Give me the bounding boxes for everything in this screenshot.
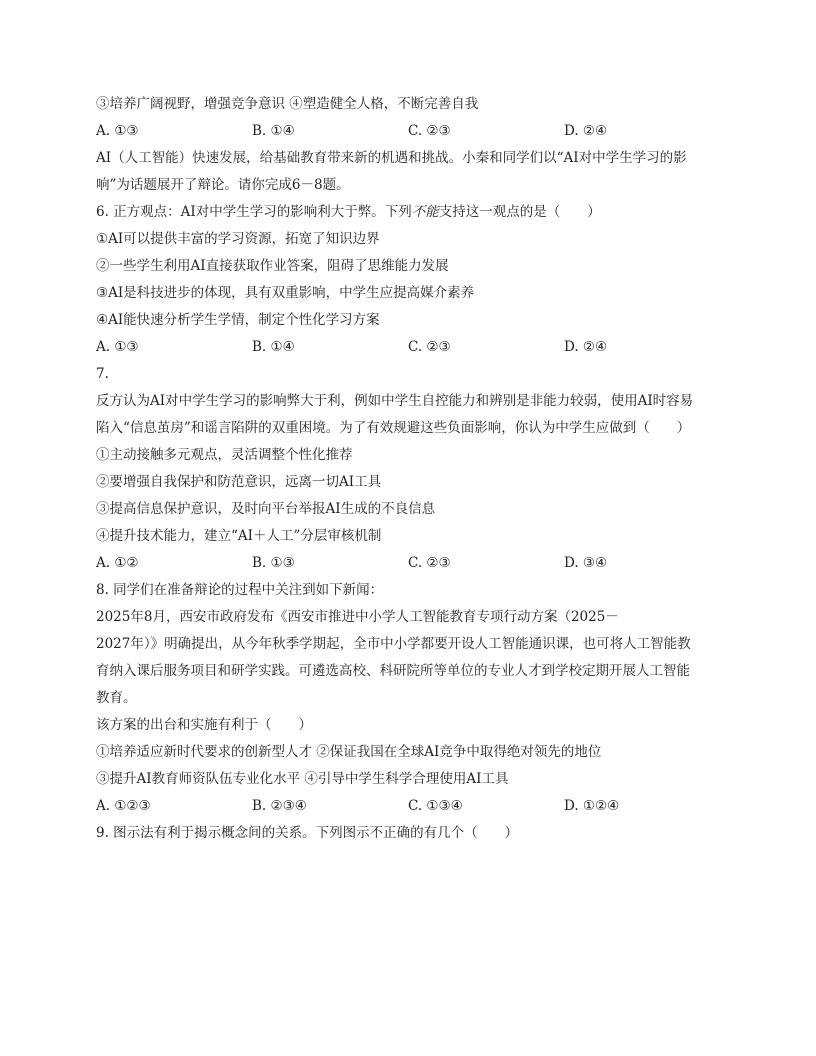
q7-item: ②要增强自我保护和防范意识，远离一切AI工具	[96, 474, 382, 490]
q6-item: ④AI能快速分析学生学情，制定个性化学习方案	[96, 312, 380, 328]
q6-stem-before: 6. 正方观点：AI对中学生学习的影响利大于弊。下列	[96, 204, 412, 220]
q8-news-line: 教育。	[96, 690, 137, 706]
option-d: D. ②④	[564, 123, 608, 139]
q7-item: ③提高信息保护意识，及时向平台举报AI生成的不良信息	[96, 501, 436, 517]
option-b: B. ①④	[252, 123, 295, 139]
option-a: A. ①②	[96, 555, 139, 571]
q7-options	[96, 550, 720, 577]
q9-stem: 9. 图示法有利于揭示概念间的关系。下列图示不正确的有几个（ ）	[96, 825, 519, 841]
option-a: A. ①③	[96, 123, 139, 139]
q7-item: ④提升技术能力，建立“AI＋人工”分层审核机制	[96, 528, 382, 544]
q8-item: ①培养适应新时代要求的创新型人才 ②保证我国在全球AI竞争中取得绝对领先的地位	[96, 744, 602, 760]
q6-item: ①AI可以提供丰富的学习资源，拓宽了知识边界	[96, 231, 380, 247]
q8-options	[96, 793, 720, 820]
option-b: B. ①③	[252, 555, 295, 571]
q7-item: ①主动接触多元观点，灵活调整个性化推荐	[96, 447, 353, 463]
page-content	[96, 91, 720, 847]
q6-stem	[96, 199, 720, 226]
option-a: A. ①③	[96, 339, 139, 355]
q8-question: 该方案的出台和实施有利于（ ）	[96, 717, 312, 733]
q6-options	[96, 334, 720, 361]
q8-item: ③提升AI教育师资队伍专业化水平 ④引导中学生科学合理使用AI工具	[96, 771, 509, 787]
option-b: B. ①④	[252, 339, 295, 355]
intro-line: 响”为话题展开了辩论。请你完成6－8题。	[96, 177, 350, 193]
q7-stem-line: 陷入“信息茧房”和谣言陷阱的双重困境。为了有效规避这些负面影响，你认为中学生应做到（ ）	[96, 420, 691, 436]
q5-options	[96, 118, 720, 145]
q8-news-line: 育纳入课后服务项目和研学实践。可遴选高校、科研院所等单位的专业人才到学校定期开展人工智能	[96, 663, 690, 679]
option-d: D. ③④	[564, 555, 608, 571]
q6-item: ③AI是科技进步的体现，具有双重影响，中学生应提高媒介素养	[96, 285, 475, 301]
q8-news-line: 2025年8月，西安市政府发布《西安市推进中小学人工智能教育专项行动方案（2025－	[96, 609, 619, 625]
q7-stem-line: 反方认为AI对中学生学习的影响弊大于利，例如中学生自控能力和辨别是非能力较弱，使用AI时容易	[96, 393, 694, 409]
option-c: C. ②③	[408, 555, 451, 571]
q6-stem-emphasis: 不能	[411, 204, 439, 220]
option-c: C. ②③	[408, 339, 451, 355]
option-c: C. ①③④	[408, 798, 463, 814]
q6-item: ②一些学生利用AI直接获取作业答案，阻碍了思维能力发展	[96, 258, 449, 274]
q8-stem: 8. 同学们在准备辩论的过程中关注到如下新闻：	[96, 582, 384, 598]
q6-stem-after: 支持这一观点的是（ ）	[438, 204, 601, 220]
option-c: C. ②③	[408, 123, 451, 139]
intro-line: AI（人工智能）快速发展，给基础教育带来新的机遇和挑战。小秦和同学们以“AI对中学生学习的影	[96, 150, 687, 166]
q8-news-line: 2027年）》明确提出，从今年秋季学期起，全市中小学都要开设人工智能通识课，也可将人工智能教	[96, 636, 691, 652]
option-b: B. ②③④	[252, 798, 307, 814]
option-d: D. ②④	[564, 339, 608, 355]
q7-number: 7.	[96, 366, 109, 382]
option-a: A. ①②③	[96, 798, 151, 814]
q5-item-line: ③培养广阔视野，增强竞争意识 ④塑造健全人格，不断完善自我	[96, 96, 479, 112]
option-d: D. ①②④	[564, 798, 620, 814]
